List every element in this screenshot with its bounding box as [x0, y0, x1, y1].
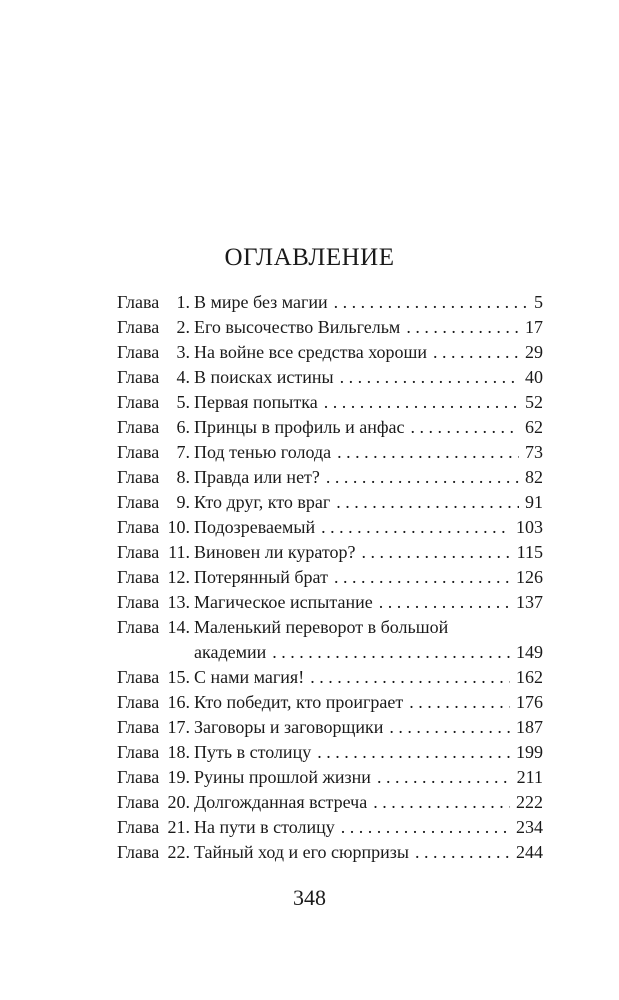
- chapter-page: 29: [525, 342, 543, 362]
- chapter-title: На пути в столицу: [194, 817, 335, 837]
- chapter-number: 13.: [167, 592, 190, 612]
- chapter-number: 2.: [176, 317, 190, 337]
- chapter-number: 6.: [176, 417, 190, 437]
- toc-entry: [117, 790, 543, 815]
- chapter-label: Глава: [117, 317, 160, 337]
- toc-entry: [117, 590, 543, 615]
- chapter-title: Кто победит, кто проиграет: [194, 692, 404, 712]
- chapter-label: Глава: [117, 817, 160, 837]
- chapter-title: В мире без магии: [194, 292, 328, 312]
- toc-entry: [117, 815, 543, 840]
- chapter-number: 21.: [167, 817, 190, 837]
- chapter-label: Глава: [117, 417, 160, 437]
- dot-leader: [377, 765, 511, 790]
- chapter-number: 18.: [167, 742, 190, 762]
- chapter-page: 244: [516, 842, 543, 862]
- dot-leader: [362, 540, 511, 565]
- dot-leader: [341, 815, 510, 840]
- dot-leader: [336, 490, 519, 515]
- chapter-label: Глава: [117, 792, 160, 812]
- chapter-title: Потерянный брат: [194, 567, 328, 587]
- chapter-page: 73: [525, 442, 543, 462]
- toc-entry: [117, 415, 543, 440]
- toc-entry: [117, 515, 543, 540]
- dot-leader: [317, 740, 510, 765]
- chapter-number: 3.: [176, 342, 190, 362]
- chapter-page: 17: [525, 317, 543, 337]
- chapter-page: 52: [525, 392, 543, 412]
- chapter-number: 22.: [167, 842, 190, 862]
- chapter-number: 20.: [167, 792, 190, 812]
- toc-entry: [117, 440, 543, 465]
- chapter-label: Глава: [117, 842, 160, 862]
- chapter-page: 103: [516, 517, 543, 537]
- toc-entry: [117, 465, 543, 490]
- chapter-number: 15.: [167, 667, 190, 687]
- chapter-label: Глава: [117, 542, 160, 562]
- dot-leader: [433, 340, 519, 365]
- chapter-title: Путь в столицу: [194, 742, 312, 762]
- chapter-title: Под тенью голода: [194, 442, 332, 462]
- dot-leader: [389, 715, 510, 740]
- chapter-label: Глава: [117, 467, 160, 487]
- dot-leader: [326, 465, 519, 490]
- toc-entry: [117, 765, 543, 790]
- chapter-title: С нами магия!: [194, 667, 305, 687]
- chapter-label: Глава: [117, 742, 160, 762]
- chapter-label: Глава: [117, 292, 160, 312]
- chapter-page: 115: [516, 542, 543, 562]
- chapter-number: 7.: [176, 442, 190, 462]
- chapter-label: Глава: [117, 717, 160, 737]
- toc-entry: [117, 615, 543, 640]
- toc-entry: [117, 365, 543, 390]
- chapter-page: 176: [516, 692, 543, 712]
- chapter-number: 16.: [167, 692, 190, 712]
- chapter-label: Глава: [117, 667, 160, 687]
- chapter-title: Заговоры и заговорщики: [194, 717, 384, 737]
- chapter-page: 199: [516, 742, 543, 762]
- chapter-label: Глава: [117, 617, 160, 637]
- chapter-title: Кто друг, кто враг: [194, 492, 331, 512]
- chapter-number: 19.: [167, 767, 190, 787]
- dot-leader: [337, 440, 519, 465]
- chapter-number: 1.: [176, 292, 190, 312]
- toc-entry: [117, 565, 543, 590]
- toc-entry: [117, 490, 543, 515]
- toc-entry: [117, 540, 543, 565]
- chapter-title: Магическое испытание: [194, 592, 373, 612]
- chapter-page: 82: [525, 467, 543, 487]
- table-of-contents: [117, 290, 543, 865]
- chapter-title: Подозреваемый: [194, 517, 316, 537]
- chapter-number: 8.: [176, 467, 190, 487]
- toc-entry: [117, 840, 543, 865]
- dot-leader: [409, 690, 510, 715]
- chapter-title-continuation: академии: [194, 642, 267, 662]
- chapter-page: 222: [516, 792, 543, 812]
- dot-leader: [321, 515, 510, 540]
- chapter-title: Виновен ли куратор?: [194, 542, 356, 562]
- chapter-title: Правда или нет?: [194, 467, 320, 487]
- dot-leader: [415, 840, 510, 865]
- chapter-page: 234: [516, 817, 543, 837]
- chapter-label: Глава: [117, 517, 160, 537]
- chapter-title: Его высочество Вильгельм: [194, 317, 401, 337]
- chapter-label: Глава: [117, 367, 160, 387]
- dot-leader: [406, 315, 519, 340]
- chapter-title: Тайный ход и его сюрпризы: [194, 842, 409, 862]
- toc-entry: [117, 315, 543, 340]
- toc-heading: ОГЛАВЛЕНИЕ: [224, 244, 395, 271]
- chapter-number: 17.: [167, 717, 190, 737]
- dot-leader: [373, 790, 510, 815]
- dot-leader: [334, 290, 528, 315]
- dot-leader: [334, 565, 510, 590]
- chapter-label: Глава: [117, 592, 160, 612]
- chapter-number: 10.: [167, 517, 190, 537]
- chapter-title: Руины прошлой жизни: [194, 767, 371, 787]
- chapter-page: 62: [525, 417, 543, 437]
- chapter-number: 5.: [176, 392, 190, 412]
- chapter-title: В поисках истины: [194, 367, 334, 387]
- chapter-page: 126: [516, 567, 543, 587]
- chapter-number: 11.: [168, 542, 190, 562]
- chapter-page: 162: [516, 667, 543, 687]
- page-number: 348: [293, 885, 326, 910]
- chapter-page: 137: [516, 592, 543, 612]
- toc-entry-continuation: [117, 640, 543, 665]
- chapter-title: Принцы в профиль и анфас: [194, 417, 405, 437]
- toc-entry: [117, 665, 543, 690]
- chapter-page: 149: [516, 642, 543, 662]
- dot-leader: [379, 590, 510, 615]
- toc-entry: [117, 340, 543, 365]
- chapter-label: Глава: [117, 567, 160, 587]
- chapter-number: 4.: [176, 367, 190, 387]
- toc-entry: [117, 390, 543, 415]
- toc-entry: [117, 690, 543, 715]
- chapter-page: 91: [525, 492, 543, 512]
- dot-leader: [272, 640, 510, 665]
- chapter-label: Глава: [117, 492, 160, 512]
- chapter-title: На войне все средства хороши: [194, 342, 428, 362]
- chapter-number: 12.: [167, 567, 190, 587]
- dot-leader: [324, 390, 519, 415]
- chapter-page: 40: [525, 367, 543, 387]
- toc-entry: [117, 715, 543, 740]
- chapter-label: Глава: [117, 767, 160, 787]
- chapter-label: Глава: [117, 442, 160, 462]
- dot-leader: [340, 365, 519, 390]
- chapter-title: Маленький переворот в большой: [194, 617, 449, 637]
- chapter-label: Глава: [117, 392, 160, 412]
- chapter-label: Глава: [117, 342, 160, 362]
- chapter-number: 9.: [176, 492, 190, 512]
- toc-entry: [117, 290, 543, 315]
- toc-entry: [117, 740, 543, 765]
- dot-leader: [411, 415, 519, 440]
- chapter-page: 211: [516, 767, 543, 787]
- chapter-page: 5: [534, 292, 543, 312]
- chapter-page: 187: [516, 717, 543, 737]
- chapter-number: 14.: [167, 617, 190, 637]
- dot-leader: [310, 665, 510, 690]
- chapter-title: Первая попытка: [194, 392, 318, 412]
- chapter-label: Глава: [117, 692, 160, 712]
- chapter-title: Долгожданная встреча: [194, 792, 368, 812]
